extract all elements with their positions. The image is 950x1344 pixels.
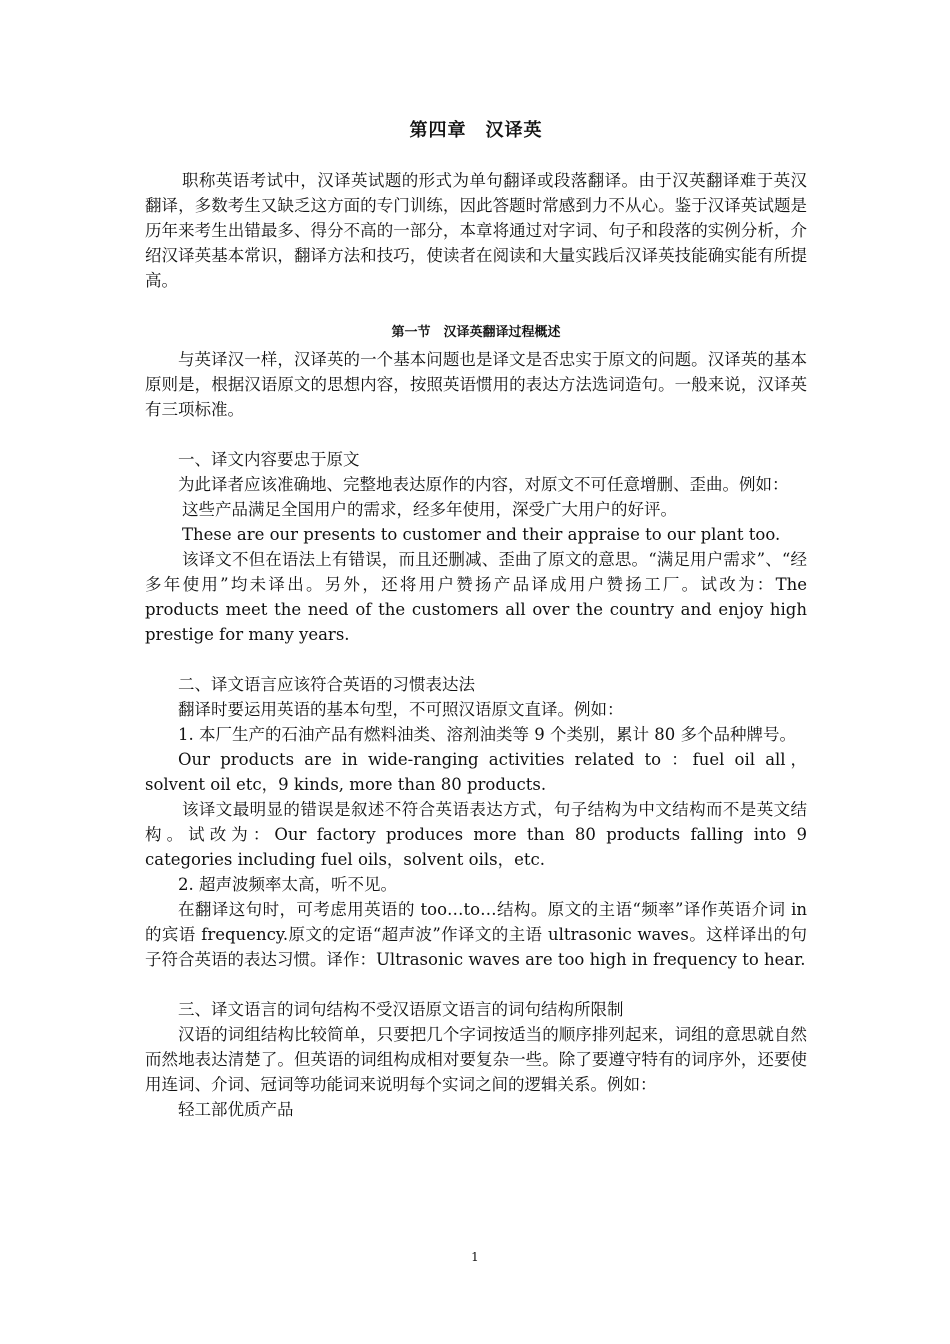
- section-paragraph: 与英译汉一样，汉译英的一个基本问题也是译文是否忠实于原文的问题。汉译英的基本原则是，根据汉语原文的思想内容，按照英语惯用的表达方法选词造句。一般来说，汉译英有三项标准。: [145, 350, 807, 419]
- spacer: [145, 647, 807, 672]
- page-content: [145, 118, 824, 1122]
- point2-heading: 二、译文语言应该符合英语的习惯表达法: [178, 675, 475, 694]
- point2-example2-comment: 在翻译这句时，可考虑用英语的 too…to…结构。原文的主语“频率”译作英语介词 in 的宾语 frequency.原文的定语“超声波”作译文的主语 ultrasonic waves。这样译出的句子符合英语的表达习惯。译作：Ultrasonic waves are too high in frequency to hear.: [145, 900, 807, 969]
- spacer: [145, 422, 807, 447]
- point1-example-cn: 这些产品满足全国用户的需求，经多年使用，深受广大用户的好评。: [182, 500, 677, 519]
- point1-heading: 一、译文内容要忠于原文: [178, 450, 360, 469]
- point1-comment: 该译文不但在语法上有错误，而且还删减、歪曲了原文的意思。“满足用户需求”、“经多年使用”均未译出。另外，还将用户赞扬产品译成用户赞扬工厂。试改为：The products meet the need of the customers all over the country and enjoy high prestige for many years.: [145, 550, 807, 644]
- point1-example-en: These are our presents to customer and their appraise to our plant too.: [182, 525, 781, 544]
- spacer: [145, 972, 807, 997]
- page-number: 1: [471, 1250, 479, 1264]
- section-title: 第一节 汉译英翻译过程概述: [391, 325, 561, 340]
- point1-paragraph: 为此译者应该准确地、完整地表达原作的内容，对原文不可任意增删、歪曲。例如：: [178, 475, 789, 494]
- intro-paragraph: 职称英语考试中，汉译英试题的形式为单句翻译或段落翻译。由于汉英翻译难于英汉翻译，多数考生又缺乏这方面的专门训练，因此答题时常感到力不从心。鉴于汉译英试题是历年来考生出错最多、得分不高的一部分，本章将通过对字词、句子和段落的实例分析，介绍汉译英基本常识，翻译方法和技巧，使读者在阅读和大量实践后汉译英技能确实能有所提高。: [145, 171, 807, 290]
- point3-heading: 三、译文语言的词句结构不受汉语原文语言的词句结构所限制: [178, 1000, 624, 1019]
- point2-example1-cn: 1. 本厂生产的石油产品有燃料油类、溶剂油类等 9 个类别，累计 80 多个品种牌号。: [178, 725, 796, 744]
- point2-example2-cn: 2. 超声波频率太高，听不见。: [178, 875, 397, 894]
- point3-paragraph: 汉语的词组结构比较简单，只要把几个字词按适当的顺序排列起来，词组的意思就自然 而然地表达清楚了。但英语的词组构成相对要复杂一些。除了要遵守特有的词序外，还要使 用连词、介词、冠词等功能词来说明每个实词之间的逻辑关系。例如：: [145, 1025, 824, 1094]
- chapter-title: 第四章 汉译英: [409, 120, 543, 141]
- point2-example1-en: Our products are in wide-ranging activities related to ：fuel oil all，solvent oil etc，9 kinds, more than 80 products.: [145, 750, 807, 794]
- point2-paragraph: 翻译时要运用英语的基本句型，不可照汉语原文直译。例如：: [178, 700, 624, 719]
- point2-example1-comment: 该译文最明显的错误是叙述不符合英语表达方式，句子结构为中文结构而不是英文结构。试改为：Our factory produces more than 80 products falling into 9 categories including fuel oils，solvent oils，etc.: [145, 800, 807, 869]
- point3-example: 轻工部优质产品: [178, 1100, 294, 1119]
